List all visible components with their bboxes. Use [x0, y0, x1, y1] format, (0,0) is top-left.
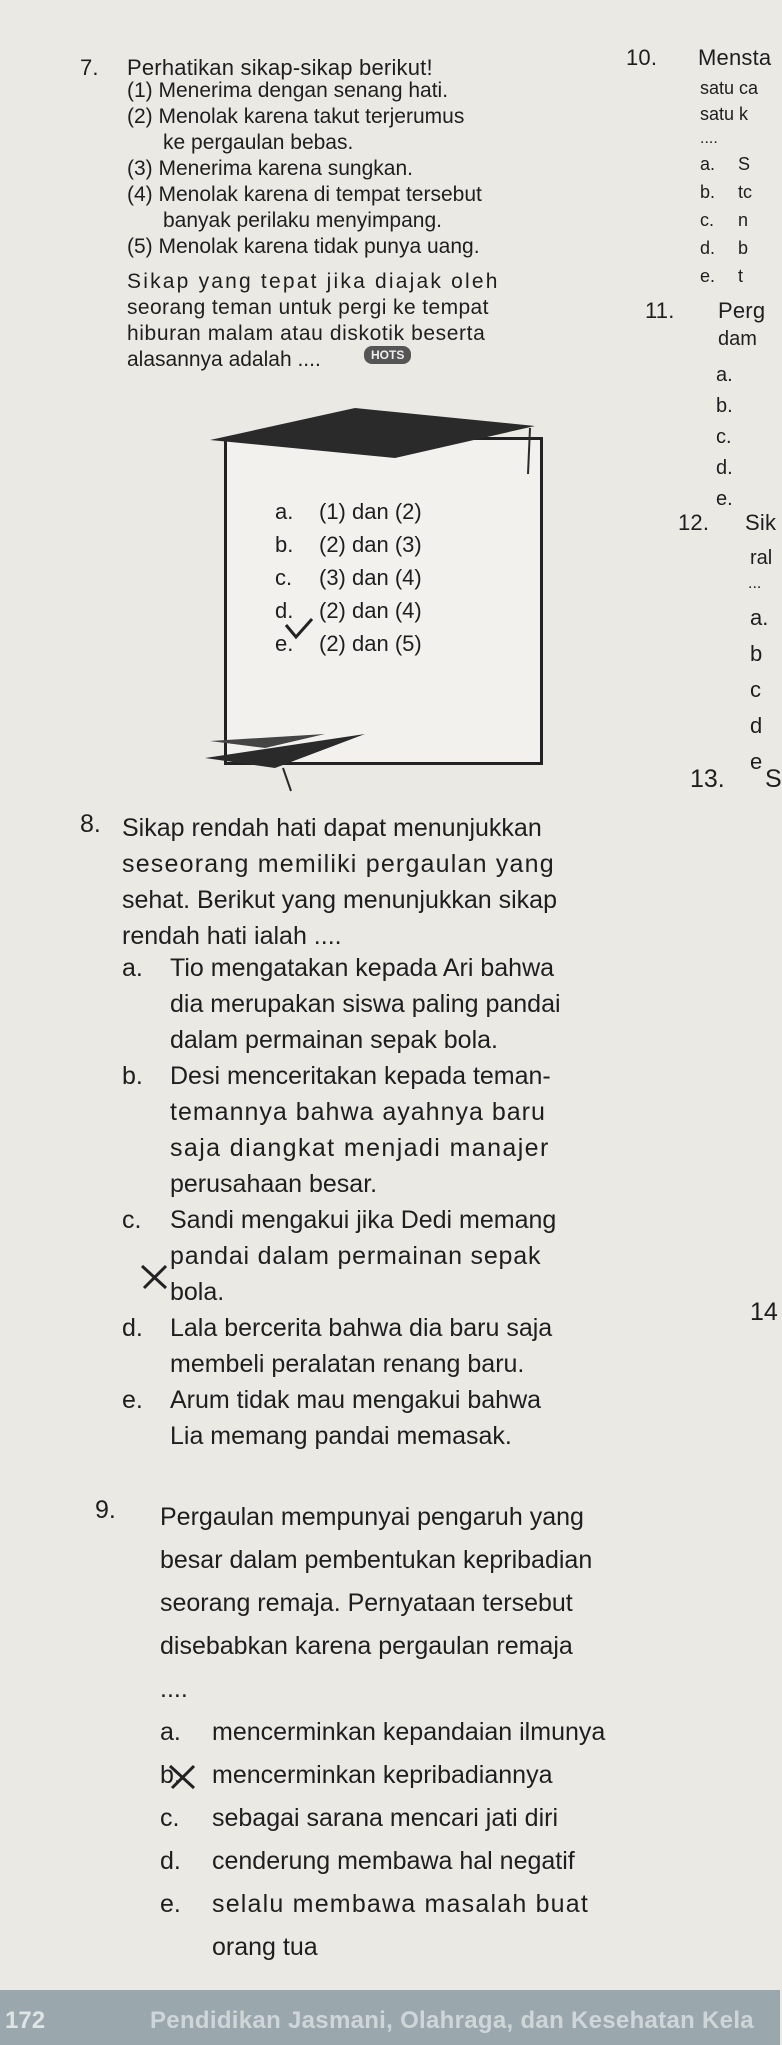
q13-number: 13.: [690, 765, 725, 793]
q12-option-d[interactable]: d: [750, 713, 763, 738]
q8-option-e[interactable]: e. Arum tidak mau mengakui bahwa Lia memang pandai memasak.: [122, 1386, 542, 1450]
q11-line-fragment: dam: [718, 328, 757, 350]
q7-number: 7.: [80, 55, 99, 80]
q10-options: [700, 150, 752, 290]
q7-statement: ke pergaulan bebas.: [163, 131, 354, 154]
q12-option-e[interactable]: e: [750, 749, 763, 774]
q8-option-d[interactable]: d. Lala bercerita bahwa dia baru saja membeli peralatan renang baru.: [122, 1314, 553, 1378]
q10-option-b[interactable]: b. tc: [700, 182, 753, 202]
q7-option-a[interactable]: a. (1) dan (2): [275, 499, 422, 524]
q9-stem: [160, 1496, 592, 1711]
q14-number-fragment: 14: [750, 1298, 778, 1326]
handwritten-cross-mark: [138, 1262, 172, 1292]
q12-option-b[interactable]: b: [750, 641, 763, 666]
q9-stem-line: Pergaulan mempunyai pengaruh yang: [160, 1503, 584, 1531]
q7-statement: (1) Menerima dengan senang hati.: [127, 79, 449, 102]
q9-option-c[interactable]: c. sebagai sarana mencari jati diri: [160, 1804, 559, 1832]
q7-option-c[interactable]: c. (3) dan (4): [275, 565, 422, 590]
q11-option-b[interactable]: b.: [716, 395, 733, 417]
hots-badge: HOTS: [364, 346, 411, 364]
q9-stem-line: besar dalam pembentukan kepribadian: [160, 1546, 593, 1574]
q11-number: 11.: [645, 298, 675, 323]
q8-option-c[interactable]: c. Sandi mengakui jika Dedi memang pandai dalam permainan sepak bola.: [122, 1206, 557, 1306]
q7-statement: (3) Menerima karena sungkan.: [127, 157, 413, 180]
q7-prompt-line: seorang teman untuk pergi ke tempat: [127, 296, 489, 319]
q10-dots: ....: [700, 130, 718, 147]
q7-stem: Perhatikan sikap-sikap berikut!: [127, 55, 433, 80]
q7-prompt-line: alasannya adalah ....: [127, 348, 321, 371]
q11-options: [716, 360, 733, 515]
q10-line-fragment: satu ca: [700, 78, 759, 98]
q11-option-a[interactable]: a.: [716, 364, 733, 386]
q11-option-c[interactable]: c.: [716, 426, 732, 448]
q13-stem-fragment: S: [765, 765, 782, 793]
q12-dots: ...: [748, 575, 762, 592]
q12-number: 12.: [678, 510, 710, 535]
q7-option-d[interactable]: d. (2) dan (4): [275, 598, 422, 623]
q10-line-fragment: satu k: [700, 104, 749, 124]
q12-options: [750, 600, 768, 780]
q10-option-a[interactable]: a. S: [700, 154, 751, 174]
q7-prompt-line: Sikap yang tepat jika diajak oleh: [127, 270, 500, 293]
q7-statement: (5) Menolak karena tidak punya uang.: [127, 235, 480, 258]
q9-options: [160, 1711, 605, 1969]
q8-stem-line: Sikap rendah hati dapat menunjukkan: [122, 814, 542, 842]
q9-option-e[interactable]: e. selalu membawa masalah buat orang tua: [160, 1890, 590, 1961]
q11-option-d[interactable]: d.: [716, 457, 733, 479]
handwritten-check-mark: [282, 617, 316, 643]
q7-statement: (4) Menolak karena di tempat tersebut: [127, 183, 482, 206]
q9-stem-line: seorang remaja. Pernyataan tersebut: [160, 1589, 573, 1617]
q8-option-b[interactable]: b. Desi menceritakan kepada teman- temannya bahwa ayahnya baru saja diangkat menjadi manajer perusahaan besar.: [122, 1062, 551, 1198]
q9-stem-line: disebabkan karena pergaulan remaja: [160, 1632, 573, 1660]
q12-stem-fragment: Sik: [745, 510, 777, 535]
q7-prompt: [127, 269, 500, 373]
footer-text: Pendidikan Jasmani, Olahraga, dan Kesehatan Kela: [150, 2007, 754, 2034]
q10-option-d[interactable]: d. b: [700, 238, 749, 258]
q11-option-e[interactable]: e.: [716, 488, 733, 510]
q8-option-a[interactable]: a. Tio mengatakan kepada Ari bahwa dia merupakan siswa paling pandai dalam permainan sepak bola.: [122, 954, 561, 1054]
q8-number: 8.: [80, 810, 101, 838]
q12-option-a[interactable]: a.: [750, 605, 769, 630]
q10-option-e[interactable]: e. t: [700, 266, 744, 286]
q8-options: [122, 950, 561, 1454]
q11-stem-fragment: Perg: [718, 298, 766, 323]
q9-option-b[interactable]: b. mencerminkan kepribadiannya: [160, 1761, 553, 1789]
q8-stem-line: rendah hati ialah ....: [122, 922, 342, 950]
q12-option-c[interactable]: c: [750, 677, 761, 702]
q7-option-e[interactable]: e. (2) dan (5): [275, 631, 422, 656]
q12-line-fragment: ral: [750, 547, 773, 569]
q8-stem: [122, 810, 557, 954]
q9-option-d[interactable]: d. cenderung membawa hal negatif: [160, 1847, 575, 1875]
q7-statement: banyak perilaku menyimpang.: [163, 209, 442, 232]
q10-stem-fragment: Mensta: [698, 45, 772, 70]
q8-stem-line: sehat. Berikut yang menunjukkan sikap: [122, 886, 557, 914]
q10-option-c[interactable]: c. n: [700, 210, 749, 230]
q9-option-a[interactable]: a. mencerminkan kepandaian ilmunya: [160, 1718, 606, 1746]
q7-prompt-line: hiburan malam atau diskotik beserta: [127, 322, 486, 345]
page-number: 172: [5, 2007, 46, 2034]
handwritten-cross-mark: [166, 1762, 200, 1792]
q10-number: 10.: [626, 45, 658, 70]
q7-statement-list: [127, 78, 482, 260]
q9-number: 9.: [95, 1496, 116, 1524]
q8-stem-line: seseorang memiliki pergaulan yang: [122, 850, 555, 878]
q7-option-b[interactable]: b. (2) dan (3): [275, 532, 422, 557]
q9-stem-line: ....: [160, 1675, 188, 1703]
q7-statement: (2) Menolak karena takut terjerumus: [127, 105, 465, 128]
